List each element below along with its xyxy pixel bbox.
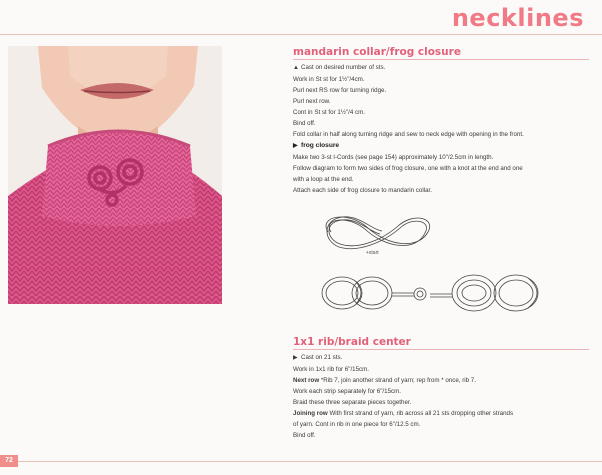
- triangle-up-icon: ▲: [293, 65, 299, 71]
- instruction-line: Work in St st for 1½"/4cm.: [293, 76, 365, 83]
- section-mandarin-collar: [293, 46, 589, 196]
- instruction-line: of yarn. Cont in rib in one piece for 6"/12.5 cm.: [293, 421, 421, 428]
- section-title: mandarin collar/frog closure: [293, 46, 589, 60]
- instruction-line: Work each strip separately for 6"/15cm.: [293, 388, 402, 395]
- chapter-title: necklines: [451, 4, 584, 32]
- instruction-line: Bind off.: [293, 432, 316, 439]
- instruction-line: Bind off.: [293, 120, 316, 127]
- section-title: 1x1 rib/braid center: [293, 336, 589, 350]
- instruction-line: Follow diagram to form two sides of frog closure, one with a knot at the end and one: [293, 165, 523, 172]
- instruction-line: Fold collar in half along turning ridge and sew to neck edge with opening in the front.: [293, 131, 524, 138]
- frog-closure-diagram-loop: [428, 268, 548, 318]
- instruction-line: Joining row With first strand of yarn, rib across all 21 sts dropping other strands: [293, 410, 514, 417]
- triangle-right-icon: ▶: [293, 355, 298, 361]
- header-rule: [0, 34, 602, 35]
- section-rib-braid: [293, 336, 589, 441]
- instruction-line: ▶ Cast on 21 sts.: [293, 352, 589, 364]
- instruction-line: Work in 1x1 rib for 6"/15cm.: [293, 366, 370, 373]
- triangle-right-icon: ▶: [293, 143, 298, 149]
- instruction-line: ▲ Cast on desired number of sts.: [293, 62, 589, 74]
- instruction-line: Braid these three separate pieces together.: [293, 399, 412, 406]
- frog-closure-diagram-top: [318, 208, 438, 256]
- instruction-line: Next row *Rib 7, join another strand of yarn; rep from * once, rib 7.: [293, 377, 476, 384]
- instruction-line: Make two 3-st I-Cords (see page 154) approximately 10"/2.5cm in length.: [293, 154, 494, 161]
- instruction-line: with a loop at the end.: [293, 176, 354, 183]
- start-label: +start: [366, 250, 379, 256]
- instruction-line: Purl next RS row for turning ridge.: [293, 87, 387, 94]
- sweater-photo-illustration: [8, 46, 222, 304]
- sweater-photo: [8, 46, 222, 304]
- instruction-line: Purl next row.: [293, 98, 331, 105]
- frog-closure-diagram-knot: [316, 268, 430, 318]
- footer-rule: [18, 461, 602, 462]
- instruction-line: Attach each side of frog closure to mandarin collar.: [293, 187, 432, 194]
- instruction-line: Cont in St st for 1½"/4 cm.: [293, 109, 366, 116]
- page-number: 72: [0, 455, 18, 467]
- sub-heading: ▶ frog closure: [293, 140, 589, 152]
